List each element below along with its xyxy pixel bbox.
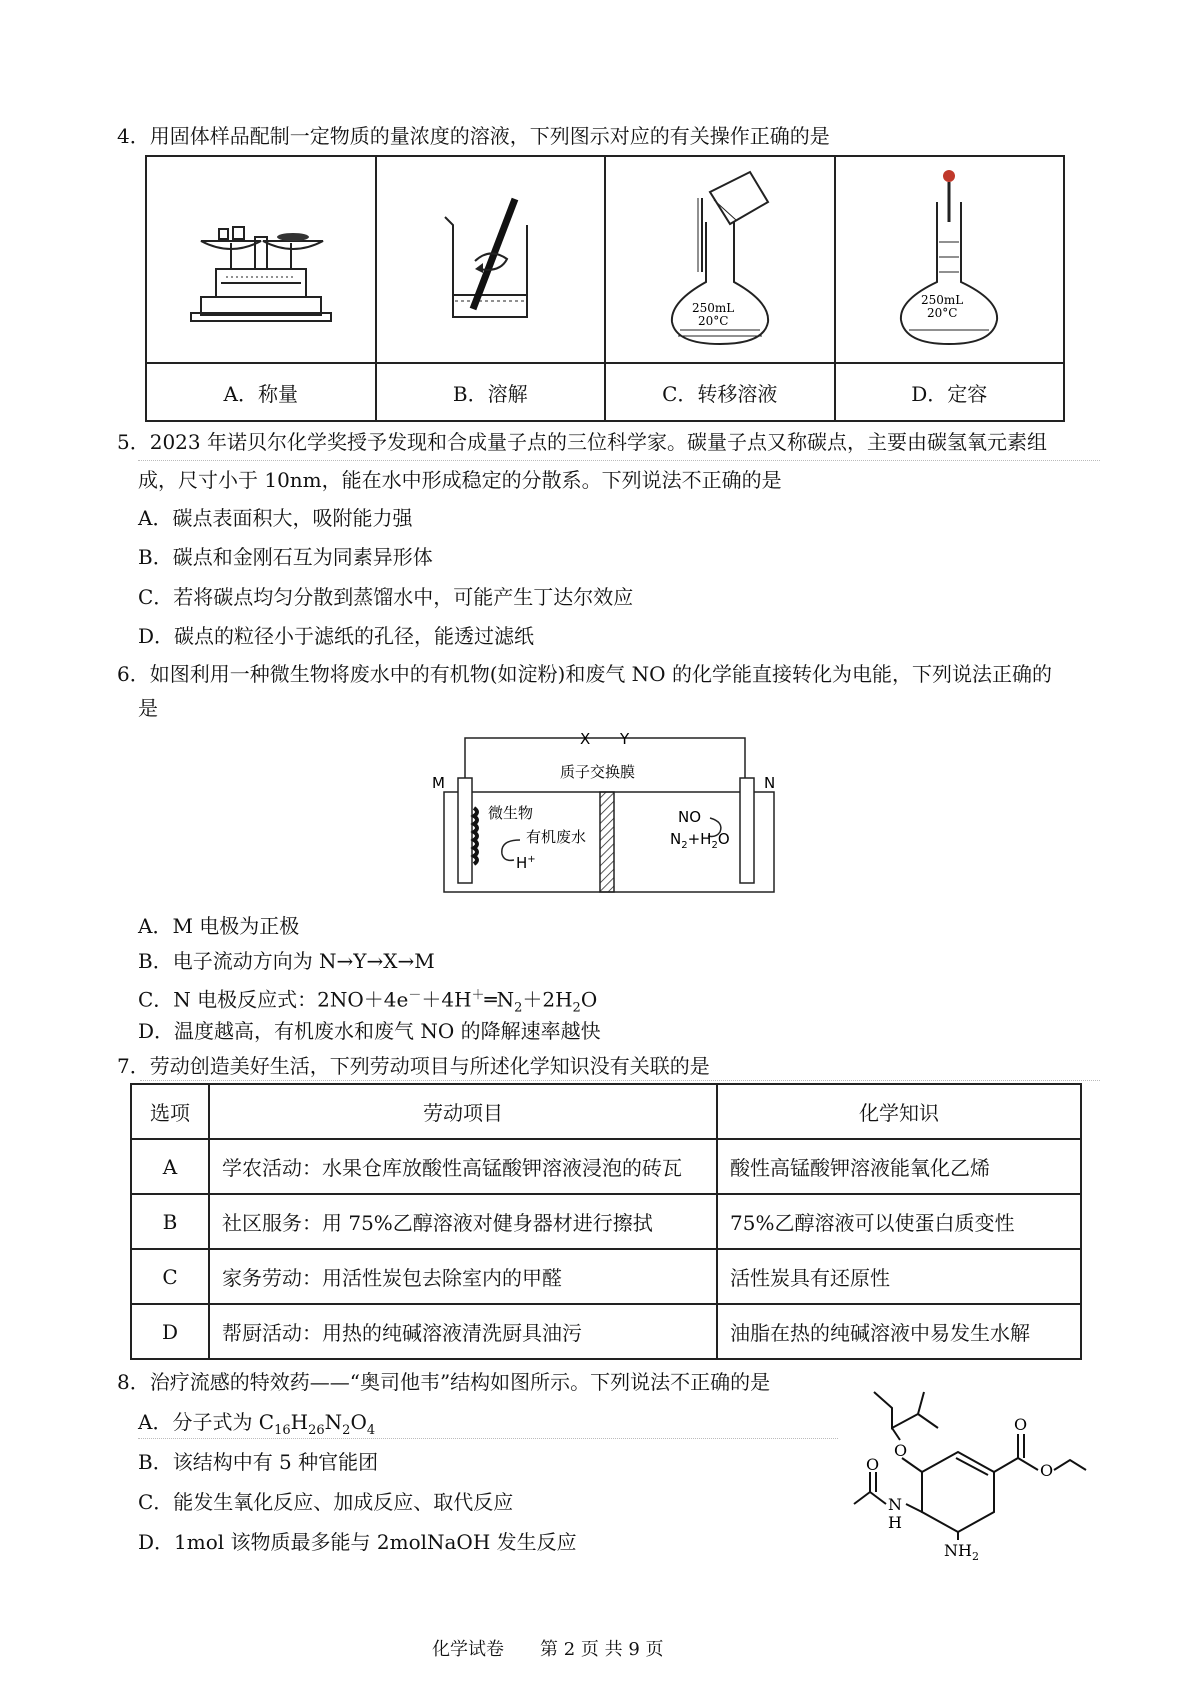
volumetric-flask-pour-icon xyxy=(640,162,800,352)
table-row xyxy=(131,1304,1081,1359)
atom-o-carbonyl: O xyxy=(1014,1415,1028,1434)
no-label: NO xyxy=(678,808,702,826)
row-option: A xyxy=(131,1139,209,1194)
caption-d: D．定容 xyxy=(835,363,1065,421)
flask-temp-label-d: 20°C xyxy=(927,306,958,320)
row-knowledge: 75%乙醇溶液可以使蛋白质变性 xyxy=(717,1194,1081,1249)
divider xyxy=(140,1080,1100,1081)
flask-volume-label-d: 250mL xyxy=(921,293,964,307)
row-option: B xyxy=(131,1194,209,1249)
divider xyxy=(138,460,1100,461)
row-option: C xyxy=(131,1249,209,1304)
q5-stem-line1: 5．2023 年诺贝尔化学奖授予发现和合成量子点的三位科学家。碳量子点又称碳点，主要由碳氢氧元素组 xyxy=(117,430,1047,454)
q6-option-d: D．温度越高，有机废水和废气 NO 的降解速率越快 xyxy=(138,1019,601,1043)
caption-a: A．称量 xyxy=(146,363,376,421)
q5-stem-line2: 成，尺寸小于 10nm，能在水中形成稳定的分散系。下列说法不正确的是 xyxy=(138,468,782,492)
row-labor: 帮厨活动：用热的纯碱溶液清洗厨具油污 xyxy=(209,1304,717,1359)
row-option: D xyxy=(131,1304,209,1359)
row-labor: 家务劳动：用活性炭包去除室内的甲醛 xyxy=(209,1249,717,1304)
row-knowledge: 油脂在热的纯碱溶液中易发生水解 xyxy=(717,1304,1081,1359)
constant-volume-figure-cell xyxy=(835,156,1065,363)
transfer-figure-cell xyxy=(605,156,835,363)
row-labor: 社区服务：用 75%乙醇溶液对健身器材进行擦拭 xyxy=(209,1194,717,1249)
atom-o-ether: O xyxy=(894,1441,908,1460)
oseltamivir-structure xyxy=(848,1380,1088,1560)
table-row xyxy=(131,1139,1081,1194)
divider xyxy=(138,1438,838,1439)
n2-h2o-label: $N_2+H_2O$ xyxy=(670,830,730,851)
header-knowledge: 化学知识 xyxy=(717,1084,1081,1139)
q5-option-a: A．碳点表面积大，吸附能力强 xyxy=(138,506,413,530)
atom-n-amide: N xyxy=(888,1495,902,1514)
caption-b: B．溶解 xyxy=(376,363,606,421)
q6-option-b: B．电子流动方向为 N→Y→X→M xyxy=(138,949,435,973)
caption-c: C．转移溶液 xyxy=(605,363,835,421)
q5-option-d: D．碳点的粒径小于滤纸的孔径，能透过滤纸 xyxy=(138,624,535,648)
microbe-label: 微生物 xyxy=(488,804,534,822)
page-footer: 化学试卷 第 2 页 共 9 页 xyxy=(432,1639,664,1660)
q5-option-b: B．碳点和金刚石互为同素异形体 xyxy=(138,545,433,569)
flask-temp-label: 20°C xyxy=(697,314,729,328)
q8-stem: 8．治疗流感的特效药——“奥司他韦”结构如图所示。下列说法不正确的是 xyxy=(117,1370,771,1394)
membrane-label: 质子交换膜 xyxy=(560,763,636,781)
atom-o-amide: O xyxy=(866,1455,880,1474)
balance-figure-cell xyxy=(146,156,376,363)
q6-stem-line2: 是 xyxy=(138,696,158,720)
atom-nh2: $NH_2$ xyxy=(944,1541,979,1560)
atom-o-ester: O xyxy=(1040,1461,1054,1480)
electrode-m-label: M xyxy=(432,774,445,792)
row-knowledge: 酸性高锰酸钾溶液能氧化乙烯 xyxy=(717,1139,1081,1194)
beaker-icon xyxy=(415,177,565,337)
q4-stem: 4．用固体样品配制一定物质的量浓度的溶液，下列图示对应的有关操作正确的是 xyxy=(117,124,830,148)
q7-labor-table xyxy=(130,1083,1082,1360)
electrode-n-label: N xyxy=(764,774,776,792)
header-option: 选项 xyxy=(131,1084,209,1139)
atom-h-amide: H xyxy=(888,1513,902,1532)
row-knowledge: 活性炭具有还原性 xyxy=(717,1249,1081,1304)
q5-option-c: C．若将碳点均匀分散到蒸馏水中，可能产生丁达尔效应 xyxy=(138,585,634,609)
q6-option-c: C．N 电极反应式：$2NO+4e^-+4H^+═N_2+2H_2O$ xyxy=(138,987,598,1016)
electrolytic-cell-diagram xyxy=(430,730,790,900)
q8-option-d: D．1mol 该物质最多能与 2molNaOH 发生反应 xyxy=(138,1530,577,1554)
q8-option-b: B．该结构中有 5 种官能团 xyxy=(138,1450,379,1474)
q6-option-a: A．M 电极为正极 xyxy=(138,914,300,938)
q4-operations-table xyxy=(145,155,1065,422)
q8-option-a: A．分子式为 $C_{16}H_{26}N_2O_4$ xyxy=(138,1410,376,1438)
q6-stem-line1: 6．如图利用一种微生物将废水中的有机物(如淀粉)和废气 NO 的化学能直接转化为电能，下列说法正确的 xyxy=(117,662,1052,686)
wastewater-label: 有机废水 xyxy=(526,828,587,846)
terminal-x-label: X xyxy=(580,730,591,748)
balance-icon xyxy=(171,177,351,337)
hplus-label: H+ xyxy=(516,854,536,872)
header-labor: 劳动项目 xyxy=(209,1084,717,1139)
flask-volume-label: 250mL xyxy=(691,301,735,315)
q8-option-c: C．能发生氧化反应、加成反应、取代反应 xyxy=(138,1490,514,1514)
row-labor: 学农活动：水果仓库放酸性高锰酸钾溶液浸泡的砖瓦 xyxy=(209,1139,717,1194)
table-header-row xyxy=(131,1084,1081,1139)
volumetric-flask-fill-icon xyxy=(869,162,1029,352)
terminal-y-label: Y xyxy=(620,730,630,748)
q7-stem: 7．劳动创造美好生活，下列劳动项目与所述化学知识没有关联的是 xyxy=(117,1054,710,1078)
dissolve-figure-cell xyxy=(376,156,606,363)
table-row xyxy=(131,1194,1081,1249)
table-row xyxy=(131,1249,1081,1304)
